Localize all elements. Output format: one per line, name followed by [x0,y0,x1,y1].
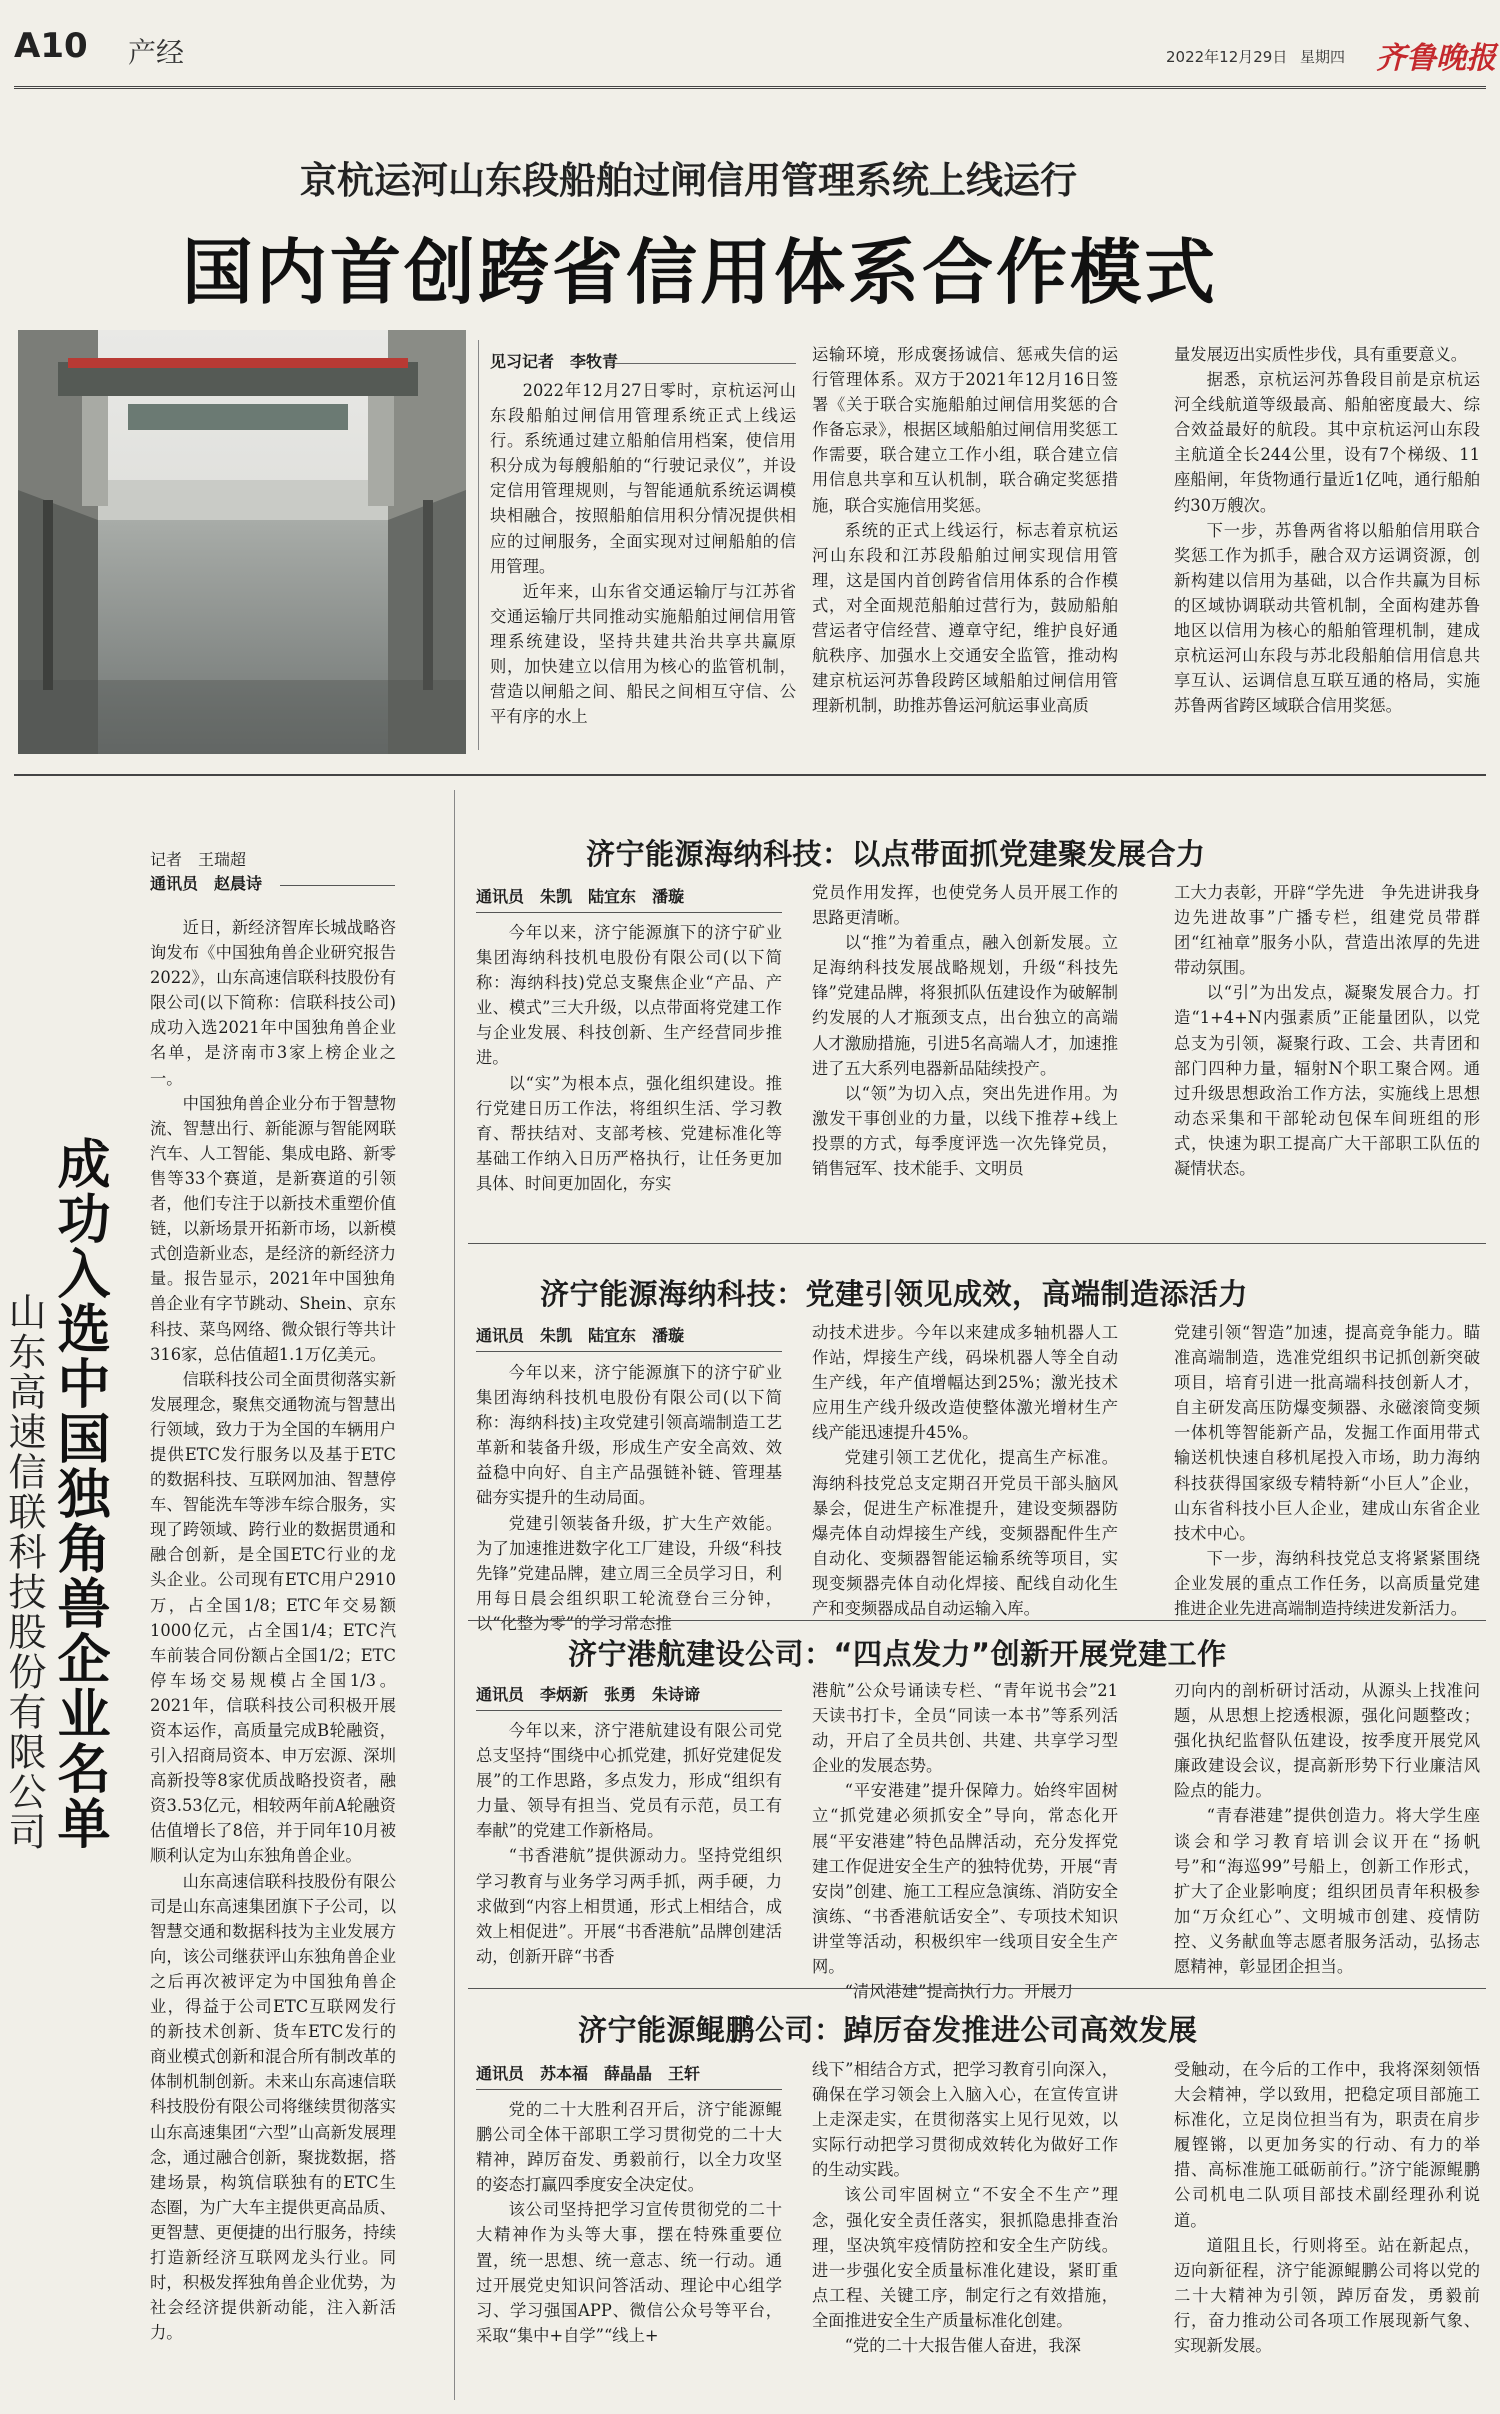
section-paragraph: 党建引领工艺优化，提高生产标准。海纳科技党总支定期召开党员干部头脑风暴会，促进生产标准提升，建设变频器防爆壳体自动焊接生产线，变频器配件生产自动化、变频器智能运输系统等项目，实现变频器壳体自动化焊接、配线自动化生产和变频器成品自动运输入库。 [812,1448,1118,1619]
page-number: A10 [14,26,88,66]
section-paragraph: 以“实”为根本点，强化组织建设。推行党建日历工作法，将组织生活、学习教育、帮扶结对、支部考核、党建标准化等基础工作纳入日历严格执行，让任务更加具体、时间更加固化，夯实 [476,1073,782,1193]
issue-weekday: 星期四 [1300,48,1346,66]
section-1-col-2 [812,880,1118,1235]
lead-bottom-rule [14,774,1486,776]
section-3-byline-rule [476,1710,782,1711]
section-4-col-3 [1174,2057,1480,2402]
masthead-divider [14,86,1486,89]
section-paragraph: 党建引领“智造”加速，提高竞争能力。瞄准高端制造，选准党组织书记抓创新突破项目，培育引进一批高端科技创新人才，自主研发高压防爆变频器、永磁滚筒变频一体机等智能新产品，发掘工作面用带式输送机快速自移机尾投入市场，助力海纳科技获得国家级专精特新“小巨人”企业，山东省科技小巨人企业，建成山东省企业技术中心。 [1174,1323,1480,1543]
section-2-byline-rule [476,1351,782,1352]
section-paragraph: 党员作用发挥，也使党务人员开展工作的思路更清晰。 [812,883,1118,928]
section-3-col-1 [476,1718,782,1978]
lead-kicker: 京杭运河山东段船舶过闸信用管理系统上线运行 [300,159,1077,202]
section-2-byline: 通讯员 朱凯 陆宜东 潘璇 [476,1326,685,1345]
section-3-byline: 通讯员 李炳新 张勇 朱诗谛 [476,1685,701,1704]
lead-paragraph: 近年来，山东省交通运输厅与江苏省交通运输厅共同推动实施船舶过闸信用管理系统建设，坚持共建共治共享共赢原则，加快建立以信用为核心的监管机制，营造以闸船之间、船民之间相互守信、公平有序的水上 [490,581,796,727]
section-paragraph: 道阻且长，行则将至。站在新起点，迈向新征程，济宁能源鲲鹏公司将以党的二十大精神为引领，踔厉奋发，勇毅前行，奋力推动公司各项工作展现新气象、实现新发展。 [1174,2235,1480,2356]
section-paragraph: 党的二十大胜利召开后，济宁能源鲲鹏公司全体干部职工学习贯彻党的二十大精神，踔厉奋发、勇毅前行，以全力攻坚的姿态打赢四季度安全决定仗。 [476,2100,782,2195]
left-paragraph: 中国独角兽企业分布于智慧物流、智慧出行、新能源与智能网联汽车、人工智能、集成电路、新零售等33个赛道，是新赛道的引领者，他们专注于以新技术重塑价值链，以新场景开拓新市场，以新模式创造新业态，是经济的新经济力量。报告显示，2021年中国独角兽企业有字节跳动、Shein、京东科技、菜鸟网络、微众银行等共计316家，总估值超1.1万亿美元。 [150,1093,396,1364]
issue-date: 2022年12月29日 [1166,48,1288,66]
lead-byline: 见习记者 李牧青 [490,352,619,371]
section-4-byline-rule [476,2089,782,2090]
section-paragraph: “党的二十大报告催人奋进，我深 [844,2336,1081,2356]
section-paragraph: 今年以来，济宁能源旗下的济宁矿业集团海纳科技机电股份有限公司(以下简称：海纳科技)主攻党建引领高端制造工艺革新和装备升级，形成生产安全高效、效益稳中向好、自主产品强链补链、管理基础夯实提升的生动局面。 [476,1363,782,1508]
lead-column-1 [490,350,796,760]
section-paragraph: 下一步，海纳科技党总支将紧紧围绕企业发展的重点工作任务，以高质量党建推进企业先进高端制造持续进发新活力。 [1174,1548,1480,1619]
left-byline-1: 记者 王瑞超 [150,850,247,869]
section-paragraph: “平安港建”提升保障力。始终牢固树立“抓党建必须抓安全”导向，常态化开展“平安港建”特色品牌活动，充分发挥党建工作促进安全生产的独特优势，开展“青安岗”创建、施工工程应急演练、消防安全演练、“书香港航话安全”、专项技术知识讲堂等活动，积极织牢一线项目安全生产网。 [812,1781,1118,1977]
lead-paragraph: 2022年12月27日零时，京杭运河山东段船舶过闸信用管理系统正式上线运行。系统通过建立船舶信用档案，使信用积分成为每艘船舶的“行驶记录仪”，并设定信用管理规则，与智能通航系统运调模块相融合，按照船舶信用积分情况提供相应的过闸服务，全面实现对过闸船舶的信用管理。 [490,381,796,576]
left-vertical-headline: 成功入选中国独角兽企业名单 [49,1136,110,1851]
lead-paragraph: 运输环境，形成褒扬诚信、惩戒失信的运行管理体系。双方于2021年12月16日签署《关于联合实施船舶过闸信用奖惩的合作备忘录》，根据区域船舶过闸信用奖惩工作需要，联合建立工作小组，联合建立信用信息共享和互认机制，联合确定奖惩措施，联合实施信用奖惩。 [812,345,1118,515]
section-2-col-1 [476,1360,782,1633]
section-paragraph: 今年以来，济宁能源旗下的济宁矿业集团海纳科技机电股份有限公司(以下简称：海纳科技)党总支聚焦企业“产品、产业、模式”三大升级，以点带面将党建工作与企业发展、科技创新、生产经营同步推进。 [476,923,782,1068]
section-paragraph: 工大力表彰，开辟“学先进 争先进讲我身边先进故事”广播专栏，组建党员带群团“红袖章”服务小队，营造出浓厚的先进带动氛围。 [1174,883,1480,978]
section-paragraph: 线下”相结合方式，把学习教育引向深入，确保在学习领会上入脑入心，在宣传宣讲上走深走实，在贯彻落实上见行见效，以实际行动把学习贯彻成效转化为做好工作的生动实践。 [812,2060,1118,2180]
left-paragraph: 山东高速信联科技股份有限公司是山东高速集团旗下子公司，以智慧交通和数据科技为主业发展方向，该公司继获评山东独角兽企业之后再次被评定为中国独角兽企业，得益于公司ETC互联网发行的新技术创新、货车ETC发行的商业模式创新和混合所有制改革的体制机制创新。未来山东高速信联科技股份有限公司将继续贯彻落实山东高速集团“六型”山高新发展理念，通过融合创新，聚拢数据，搭建场景，构筑信联独有的ETC生态圈，为广大车主提供更高品质、更智慧、更便捷的出行服务，持续打造新经济互联网龙头行业。同时，积极发挥独角兽企业优势，为社会经济提供新动能，注入新活力。 [150,1871,396,2343]
section-1-col-3 [1174,880,1480,1235]
section-1-col-1 [476,920,782,1235]
left-story-divider [454,790,455,2400]
section-4-title: 济宁能源鲲鹏公司：踔厉奋发推进公司高效发展 [578,2013,1198,2047]
left-paragraph: 近日，新经济智库长城战略咨询发布《中国独角兽企业研究报告2022》，山东高速信联科技股份有限公司(以下简称：信联科技公司)成功入选2021年中国独角兽企业名单，是济南市3家上榜企业之一。 [150,918,396,1088]
section-name: 产经 [128,36,185,69]
section-paragraph: 今年以来，济宁港航建设有限公司党总支坚持“围绕中心抓党建，抓好党建促发展”的工作思路，多点发力，形成“组织有力量、领导有担当、党员有示范，员工有奉献”的党建工作新格局。 [476,1721,782,1841]
lead-paragraph: 系统的正式上线运行，标志着京杭运河山东段和江苏段船舶过闸实现信用管理，这是国内首创跨省信用体系的合作模式，对全面规范船舶过营行为，鼓励船舶营运者守信经营、遵章守纪，维护良好通航秩序、加强水上交通安全监管，推动构建京杭运河苏鲁段跨区域船舶过闸信用管理新机制，助推苏鲁运河航运事业高质 [812,520,1118,716]
section-paragraph: 港航”公众号诵读专栏、“青年说书会”21天读书打卡，全员“同读一本书”等系列活动，开启了全员共创、共建、共享学习型企业的发展态势。 [812,1681,1118,1776]
canal-lock-photo [18,330,466,754]
left-paragraph: 信联科技公司全面贯彻落实新发展理念，聚焦交通物流与智慧出行领域，致力于为全国的车辆用户提供ETC发行服务以及基于ETC的数据科技、互联网加油、智慧停车、智能洗车等涉车综合服务，实现了跨领域、跨行业的数据贯通和融合创新，是全国ETC行业的龙头企业。公司现有ETC用户2910万，占全国1/8；ETC年交易额1000亿元，占全国1/4；ETC汽车前装合同份额占全国1/2；ETC停车场交易规模占全国1/3。2021年，信联科技公司积极开展资本运作，高质量完成B轮融资，引入招商局资本、申万宏源、深圳高新投等8家优质战略投资者，融资3.53亿元，相较两年前A轮融资估值增长了8倍，并于同年10月被顺利认定为山东独角兽企业。 [150,1369,396,1866]
section-1-title: 济宁能源海纳科技：以点带面抓党建聚发展合力 [586,837,1206,871]
lead-column-divider [478,340,479,750]
section-4-col-1 [476,2097,782,2402]
section-paragraph: 以“领”为切入点，突出先进作用。为激发干事创业的力量，以线下推荐+线上投票的方式，每季度评选一次先锋党员，销售冠军、技术能手、文明员 [812,1083,1118,1179]
section-4-byline: 通讯员 苏本福 薛晶晶 王轩 [476,2064,701,2083]
section-paragraph: “青春港建”提供创造力。将大学生座谈会和学习教育培训会议开在“扬帆号”和“海巡99”号船上，创新工作形式，扩大了企业影响度；组织团员青年积极参加“万众红心”、文明城市创建、疫情防控、义务献血等志愿者服务活动，弘扬志愿精神，彰显团企担当。 [1174,1806,1480,1977]
byline-rule [612,363,796,364]
section-paragraph: 受触动，在今后的工作中，我将深刻领悟大会精神，学以致用，把稳定项目部施工标准化，立足岗位担当有为，职责在肩步履铿锵，以更加务实的行动、有力的举措、高标准施工砥砺前行。”济宁能源鲲鹏公司机电二队项目部技术副经理孙利说道。 [1174,2060,1480,2230]
section-1-byline-rule [476,912,782,913]
section-2-col-2 [812,1320,1118,1620]
section-paragraph: “清风港建”提高执行力。开展刀 [844,1982,1073,2002]
section-2-col-3 [1174,1320,1480,1620]
section-2-title: 济宁能源海纳科技：党建引领见成效，高端制造添活力 [540,1277,1249,1311]
section-paragraph: 该公司牢固树立“不安全不生产”理念，强化安全责任落实，狠抓隐患排查治理，坚决筑牢疫情防控和安全生产防线。进一步强化安全质量标准化建设，紧盯重点工程、关键工序，制定行之有效措施，全面推进安全生产质量标准化创建。 [812,2185,1118,2330]
section-paragraph: 党建引领装备升级，扩大生产效能。为了加速推进数字化工厂建设，升级“科技先锋”党建品牌，建立周三全员学习日，利用每日晨会组织职工轮流登台三分钟，以“化整为零”的学习常态推 [476,1513,782,1633]
section-1-byline: 通讯员 朱凯 陆宜东 潘璇 [476,887,685,906]
left-byline-rule [280,885,395,886]
section-3-col-3 [1174,1678,1480,1978]
section-3-title: 济宁港航建设公司：“四点发力”创新开展党建工作 [568,1637,1227,1671]
section-paragraph: 以“推”为着重点，融入创新发展。立足海纳科技发展战略规划，升级“科技先锋”党建品牌，将狠抓队伍建设作为破解制约发展的人才瓶颈支点，出台独立的高端人才激励措施，引进5名高端人才，加速推进了五大系列电器新品陆续投产。 [812,933,1118,1078]
section-paragraph: 动技术进步。今年以来建成多轴机器人工作站，焊接生产线，码垛机器人等全自动生产线，年产值增幅达到25%；激光技术应用生产线升级改造使整体激光增材生产线产能迅速提升45%。 [812,1323,1118,1443]
lead-paragraph: 量发展迈出实质性步伐，具有重要意义。 [1174,345,1468,364]
lead-paragraph: 下一步，苏鲁两省将以船舶信用联合奖惩工作为抓手，融合双方运调资源，创新构建以信用为基础，以合作共赢为目标的区域协调联动共管机制，全面构建苏鲁地区以信用为核心的船舶管理机制，建成京杭运河山东段与苏北段船舶信用信息共享互认、运调信息互联互通的格局，实施苏鲁两省跨区域联合信用奖惩。 [1174,520,1480,716]
paper-logo: 齐鲁晚报 [1376,41,1496,76]
left-vertical-subhead: 山东高速信联科技股份有限公司 [2,1292,46,1852]
left-story-body [150,915,396,2405]
section-4-col-2 [812,2057,1118,2402]
section-paragraph: “书香港航”提供源动力。坚持党组织学习教育与业务学习两手抓，两手硬，力求做到“内容上相贯通，形式上相结合，成效上相促进”。开展“书香港航”品牌创建活动，创新开辟“书香 [476,1846,782,1966]
section-paragraph: 以“引”为出发点，凝聚发展合力。打造“1+4+N内强素质”正能量团队，以党总支为引领，凝聚行政、工会、共青团和部门四种力量，辐射N个职工聚合网。通过升级思想政治工作方法，实施线上思想动态采集和干部轮动包保车间班组的形式，快速为职工提高广大干部职工队伍的凝情状态。 [1174,983,1480,1179]
section-2-bottom-rule [468,1620,1486,1621]
lead-headline: 国内首创跨省信用体系合作模式 [182,231,1219,314]
section-paragraph: 该公司坚持把学习宣传贯彻党的二十大精神作为头等大事，摆在特殊重要位置，统一思想、统一意志、统一行动。通过开展党史知识问答活动、理论中心组学习、学习强国APP、微信公众号等平台，采取“集中+自学”“线上+ [476,2200,782,2345]
lead-column-3 [1174,342,1480,760]
section-paragraph: 刃向内的剖析研讨活动，从源头上找准问题，从思想上挖透根源，强化问题整改；强化执纪监督队伍建设，按季度开展党风廉政建设会议，提高新形势下行业廉洁风险点的能力。 [1174,1681,1480,1801]
section-1-bottom-rule [468,1243,1486,1244]
left-byline-2: 通讯员 赵晨诗 [150,874,263,893]
section-3-bottom-rule [468,1988,1486,1989]
lead-column-2 [812,342,1118,760]
section-3-col-2 [812,1678,1118,2002]
lead-paragraph: 据悉，京杭运河苏鲁段目前是京杭运河全线航道等级最高、船舶密度最大、综合效益最好的航段。其中京杭运河山东段主航道全长244公里，设有7个梯级、11座船闸，年货物通行量近1亿吨，通行船舶约30万艘次。 [1174,370,1480,515]
